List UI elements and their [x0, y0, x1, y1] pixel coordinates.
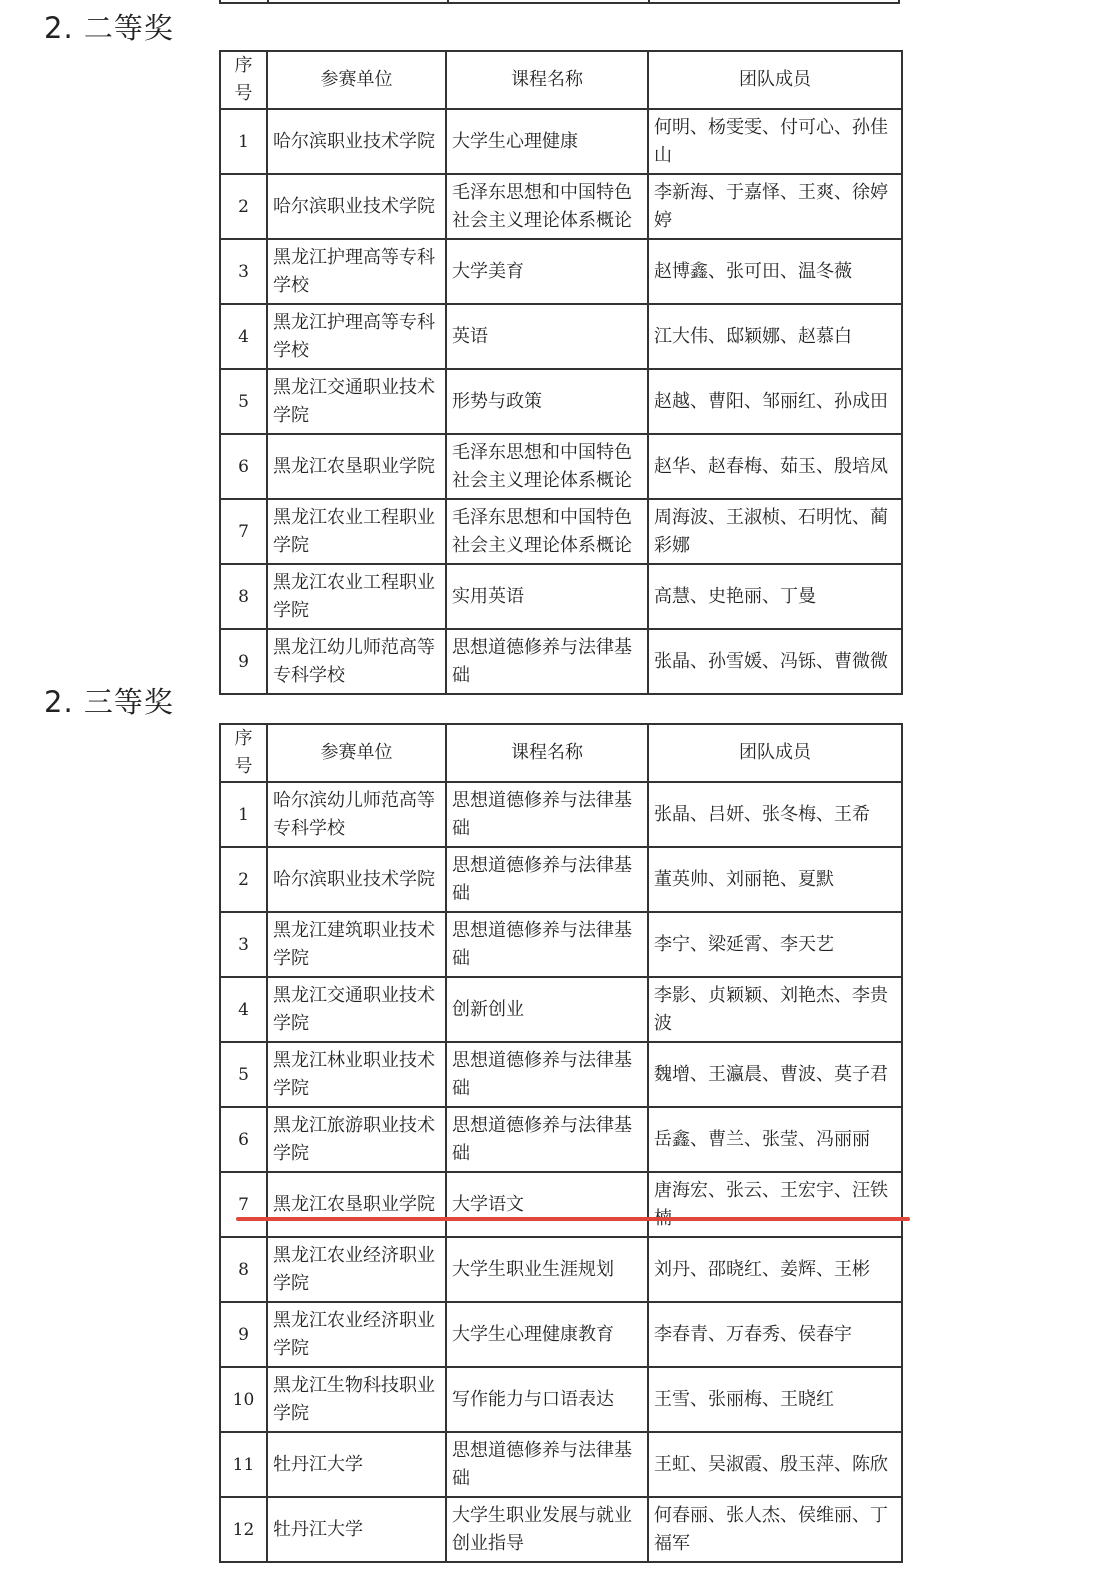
cell-serial: 8 — [220, 1237, 267, 1302]
cell-members: 岳鑫、曹兰、张莹、冯丽丽 — [648, 1107, 902, 1172]
cell-serial: 4 — [220, 977, 267, 1042]
cell-members: 赵博鑫、张可田、温冬薇 — [648, 239, 902, 304]
cell-serial: 1 — [220, 782, 267, 847]
header-members: 团队成员 — [648, 724, 902, 782]
header-serial: 序号 — [220, 724, 267, 782]
cell-serial: 1 — [220, 109, 267, 174]
table-header-row — [220, 724, 902, 782]
cell-unit: 黑龙江交通职业技术学院 — [267, 369, 446, 434]
cell-course: 实用英语 — [446, 564, 648, 629]
table-row — [220, 782, 902, 847]
table-row — [220, 434, 902, 499]
cell-members: 李影、贞颖颖、刘艳杰、李贵波 — [648, 977, 902, 1042]
cell-members: 王雪、张丽梅、王晓红 — [648, 1367, 902, 1432]
table-row — [220, 1172, 902, 1237]
previous-table-fragment — [219, 0, 900, 4]
cell-course: 思想道德修养与法律基础 — [446, 1042, 648, 1107]
cell-course: 写作能力与口语表达 — [446, 1367, 648, 1432]
cell-serial: 8 — [220, 564, 267, 629]
cell-course: 思想道德修养与法律基础 — [446, 1432, 648, 1497]
cell-serial: 5 — [220, 369, 267, 434]
table-row — [220, 847, 902, 912]
cell-course: 毛泽东思想和中国特色社会主义理论体系概论 — [446, 499, 648, 564]
cell-serial: 2 — [220, 174, 267, 239]
cell-serial: 5 — [220, 1042, 267, 1107]
cell-course: 毛泽东思想和中国特色社会主义理论体系概论 — [446, 174, 648, 239]
cell-members: 魏增、王瀛晨、曹波、莫子君 — [648, 1042, 902, 1107]
section-heading-third-prize: 2. 三等奖 — [44, 685, 174, 719]
cell-course: 创新创业 — [446, 977, 648, 1042]
cell-members: 江大伟、邸颖娜、赵慕白 — [648, 304, 902, 369]
header-serial: 序号 — [220, 51, 267, 109]
cell-unit: 牡丹江大学 — [267, 1432, 446, 1497]
table-row — [220, 369, 902, 434]
cell-serial: 7 — [220, 1172, 267, 1237]
table-row — [220, 977, 902, 1042]
table-row — [220, 499, 902, 564]
table-row — [220, 629, 902, 694]
cell-unit: 哈尔滨职业技术学院 — [267, 847, 446, 912]
cell-members: 李宁、梁延霄、李天艺 — [648, 912, 902, 977]
second-prize-table — [219, 50, 903, 695]
cell-unit: 黑龙江护理高等专科学校 — [267, 304, 446, 369]
cell-serial: 10 — [220, 1367, 267, 1432]
cell-course: 大学语文 — [446, 1172, 648, 1237]
cell-course: 大学美育 — [446, 239, 648, 304]
cell-serial: 3 — [220, 912, 267, 977]
cell-serial: 3 — [220, 239, 267, 304]
table-row — [220, 1302, 902, 1367]
header-course: 课程名称 — [446, 51, 648, 109]
cell-unit: 黑龙江农业经济职业学院 — [267, 1237, 446, 1302]
cell-unit: 黑龙江护理高等专科学校 — [267, 239, 446, 304]
cell-members: 唐海宏、张云、王宏宇、汪铁 — [648, 1172, 902, 1237]
table-row — [220, 1497, 902, 1562]
cell-unit: 黑龙江建筑职业技术学院 — [267, 912, 446, 977]
table-row — [220, 109, 902, 174]
table-row — [220, 1107, 902, 1172]
third-prize-table — [219, 723, 903, 1563]
cell-members: 何春丽、张人杰、侯维丽、丁福军 — [648, 1497, 902, 1562]
cell-unit: 黑龙江林业职业技术学院 — [267, 1042, 446, 1107]
cell-course: 大学生职业发展与就业创业指导 — [446, 1497, 648, 1562]
cell-unit: 牡丹江大学 — [267, 1497, 446, 1562]
table-row — [220, 1042, 902, 1107]
cell-unit: 黑龙江农业经济职业学院 — [267, 1302, 446, 1367]
cell-course: 思想道德修养与法律基础 — [446, 629, 648, 694]
table-row — [220, 1367, 902, 1432]
cell-unit: 黑龙江生物科技职业学院 — [267, 1367, 446, 1432]
cell-course: 英语 — [446, 304, 648, 369]
cell-members: 张晶、吕妍、张冬梅、王希 — [648, 782, 902, 847]
header-members: 团队成员 — [648, 51, 902, 109]
cell-course: 思想道德修养与法律基础 — [446, 912, 648, 977]
cell-unit: 黑龙江交通职业技术学院 — [267, 977, 446, 1042]
cell-unit: 黑龙江旅游职业技术学院 — [267, 1107, 446, 1172]
cell-course: 思想道德修养与法律基础 — [446, 782, 648, 847]
cell-serial: 9 — [220, 629, 267, 694]
table-row — [220, 1432, 902, 1497]
cell-members: 赵越、曹阳、邹丽红、孙成田 — [648, 369, 902, 434]
cell-course: 毛泽东思想和中国特色社会主义理论体系概论 — [446, 434, 648, 499]
cell-course: 思想道德修养与法律基础 — [446, 847, 648, 912]
cell-unit: 黑龙江农业工程职业学院 — [267, 499, 446, 564]
cell-course: 形势与政策 — [446, 369, 648, 434]
cell-members: 赵华、赵春梅、茹玉、殷培凤 — [648, 434, 902, 499]
cell-unit: 黑龙江农业工程职业学院 — [267, 564, 446, 629]
cell-unit: 哈尔滨幼儿师范高等专科学校 — [267, 782, 446, 847]
cell-members: 董英帅、刘丽艳、夏默 — [648, 847, 902, 912]
table-row — [220, 1237, 902, 1302]
table-header-row — [220, 51, 902, 109]
cell-members: 高慧、史艳丽、丁曼 — [648, 564, 902, 629]
cell-members: 王虹、吴淑霞、殷玉萍、陈欣 — [648, 1432, 902, 1497]
cell-course: 大学生职业生涯规划 — [446, 1237, 648, 1302]
cell-members: 李新海、于嘉怿、王爽、徐婷婷 — [648, 174, 902, 239]
table-row — [220, 174, 902, 239]
cell-course: 思想道德修养与法律基础 — [446, 1107, 648, 1172]
header-unit: 参赛单位 — [267, 724, 446, 782]
cell-serial: 6 — [220, 1107, 267, 1172]
cell-course: 大学生心理健康教育 — [446, 1302, 648, 1367]
header-unit: 参赛单位 — [267, 51, 446, 109]
cell-unit: 黑龙江农垦职业学院 — [267, 434, 446, 499]
cell-serial: 12 — [220, 1497, 267, 1562]
cell-members: 周海波、王淑桢、石明忱、蔺彩娜 — [648, 499, 902, 564]
cell-serial: 2 — [220, 847, 267, 912]
table-row — [220, 912, 902, 977]
cell-serial: 7 — [220, 499, 267, 564]
cell-members: 何明、杨雯雯、付可心、孙佳山 — [648, 109, 902, 174]
table-row — [220, 304, 902, 369]
cell-serial: 6 — [220, 434, 267, 499]
cell-unit: 哈尔滨职业技术学院 — [267, 109, 446, 174]
cell-unit: 哈尔滨职业技术学院 — [267, 174, 446, 239]
table-row — [220, 564, 902, 629]
cell-serial: 11 — [220, 1432, 267, 1497]
cell-members: 张晶、孙雪媛、冯铄、曹微微 — [648, 629, 902, 694]
cell-unit: 黑龙江农垦职业学院 — [267, 1172, 446, 1237]
cell-serial: 4 — [220, 304, 267, 369]
cell-serial: 9 — [220, 1302, 267, 1367]
header-course: 课程名称 — [446, 724, 648, 782]
cell-course: 大学生心理健康 — [446, 109, 648, 174]
cell-members: 李春青、万春秀、侯春宇 — [648, 1302, 902, 1367]
cell-unit: 黑龙江幼儿师范高等专科学校 — [267, 629, 446, 694]
table-row — [220, 239, 902, 304]
section-heading-second-prize: 2. 二等奖 — [44, 11, 174, 45]
cell-members: 刘丹、邵晓红、姜辉、王彬 — [648, 1237, 902, 1302]
red-highlight-underline — [236, 1217, 910, 1221]
